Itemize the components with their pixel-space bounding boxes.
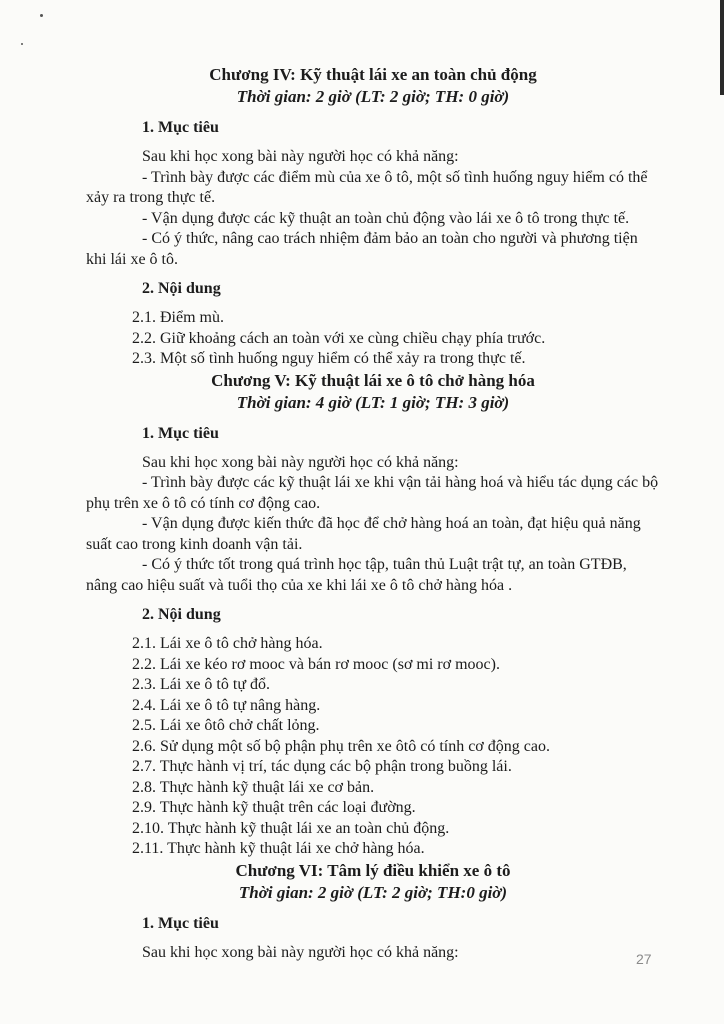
objective-paragraph: - Trình bày được các kỹ thuật lái xe khi vận tải hàng hoá và hiểu tác dụng các bộ phụ trên xe ô tô có tính cơ động cao. <box>86 474 659 512</box>
objective-paragraph: - Có ý thức, nâng cao trách nhiệm đảm bảo an toàn cho người và phương tiện khi lái xe ô tô. <box>86 230 638 268</box>
content-item: 2.7. Thực hành vị trí, tác dụng các bộ phận trong buồng lái. <box>132 758 512 775</box>
content-item: 2.9. Thực hành kỹ thuật trên các loại đường. <box>132 799 416 816</box>
chapter-title: Chương VI: Tâm lý điều khiển xe ô tô <box>235 860 511 880</box>
content-item: 2.2. Lái xe kéo rơ mooc và bán rơ mooc (sơ mi rơ mooc). <box>132 655 500 673</box>
scan-speck <box>40 14 43 17</box>
chapter-title: Chương IV: Kỹ thuật lái xe an toàn chủ động <box>209 65 537 84</box>
objectives-heading: 1. Mục tiêu <box>142 914 219 932</box>
objective-paragraph: Sau khi học xong bài này người học có khả năng: <box>142 943 459 961</box>
content-heading: 2. Nội dung <box>142 606 221 623</box>
content-item: 2.2. Giữ khoảng cách an toàn với xe cùng chiều chạy phía trước. <box>132 329 546 347</box>
chapter-time: Thời gian: 2 giờ (LT: 2 giờ; TH: 0 giờ) <box>236 87 510 106</box>
content-item: 2.6. Sử dụng một số bộ phận phụ trên xe ôtô có tính cơ động cao. <box>132 737 550 755</box>
chapter-time: Thời gian: 2 giờ (LT: 2 giờ; TH:0 giờ) <box>238 882 508 902</box>
objectives-heading: 1. Mục tiêu <box>142 424 219 442</box>
content-item: 2.3. Lái xe ô tô tự đổ. <box>132 676 270 693</box>
chapter-title: Chương V: Kỹ thuật lái xe ô tô chở hàng hóa <box>211 370 535 390</box>
content-item: 2.10. Thực hành kỹ thuật lái xe an toàn chủ động. <box>132 819 450 837</box>
scan-edge-shadow <box>720 0 724 95</box>
objective-paragraph: Sau khi học xong bài này người học có khả năng: <box>142 453 459 471</box>
document-body <box>86 64 660 963</box>
content-item: 2.3. Một số tình huống nguy hiểm có thể xảy ra trong thực tế. <box>132 350 526 367</box>
content-item: 2.8. Thực hành kỹ thuật lái xe cơ bản. <box>132 778 375 796</box>
scan-speck <box>21 43 23 45</box>
content-item: 2.1. Lái xe ô tô chở hàng hóa. <box>132 635 323 652</box>
objective-paragraph: - Có ý thức tốt trong quá trình học tập, tuân thủ Luật trật tự, an toàn GTĐB, nâng cao hiệu suất và tuổi thọ của xe khi lái xe ô tô chở hàng hóa . <box>86 556 627 594</box>
page-number: 27 <box>636 951 652 967</box>
objectives-heading: 1. Mục tiêu <box>142 119 219 136</box>
content-item: 2.1. Điểm mù. <box>132 309 224 326</box>
chapter-time: Thời gian: 4 giờ (LT: 1 giờ; TH: 3 giờ) <box>236 392 510 412</box>
content-item: 2.11. Thực hành kỹ thuật lái xe chở hàng hóa. <box>132 840 425 857</box>
objective-paragraph: Sau khi học xong bài này người học có khả năng: <box>142 148 459 165</box>
objective-paragraph: - Vận dụng được kiến thức đã học để chở hàng hoá an toàn, đạt hiệu quả năng suất cao trong kinh doanh vận tải. <box>86 515 641 553</box>
objective-paragraph: - Trình bày được các điểm mù của xe ô tô, một số tình huống nguy hiểm có thể xảy ra trong thực tế. <box>86 168 648 206</box>
objective-paragraph: - Vận dụng được các kỹ thuật an toàn chủ động vào lái xe ô tô trong thực tế. <box>142 209 630 227</box>
content-heading: 2. Nội dung <box>142 280 221 297</box>
content-item: 2.4. Lái xe ô tô tự nâng hàng. <box>132 696 321 714</box>
content-item: 2.5. Lái xe ôtô chở chất lỏng. <box>132 717 320 734</box>
